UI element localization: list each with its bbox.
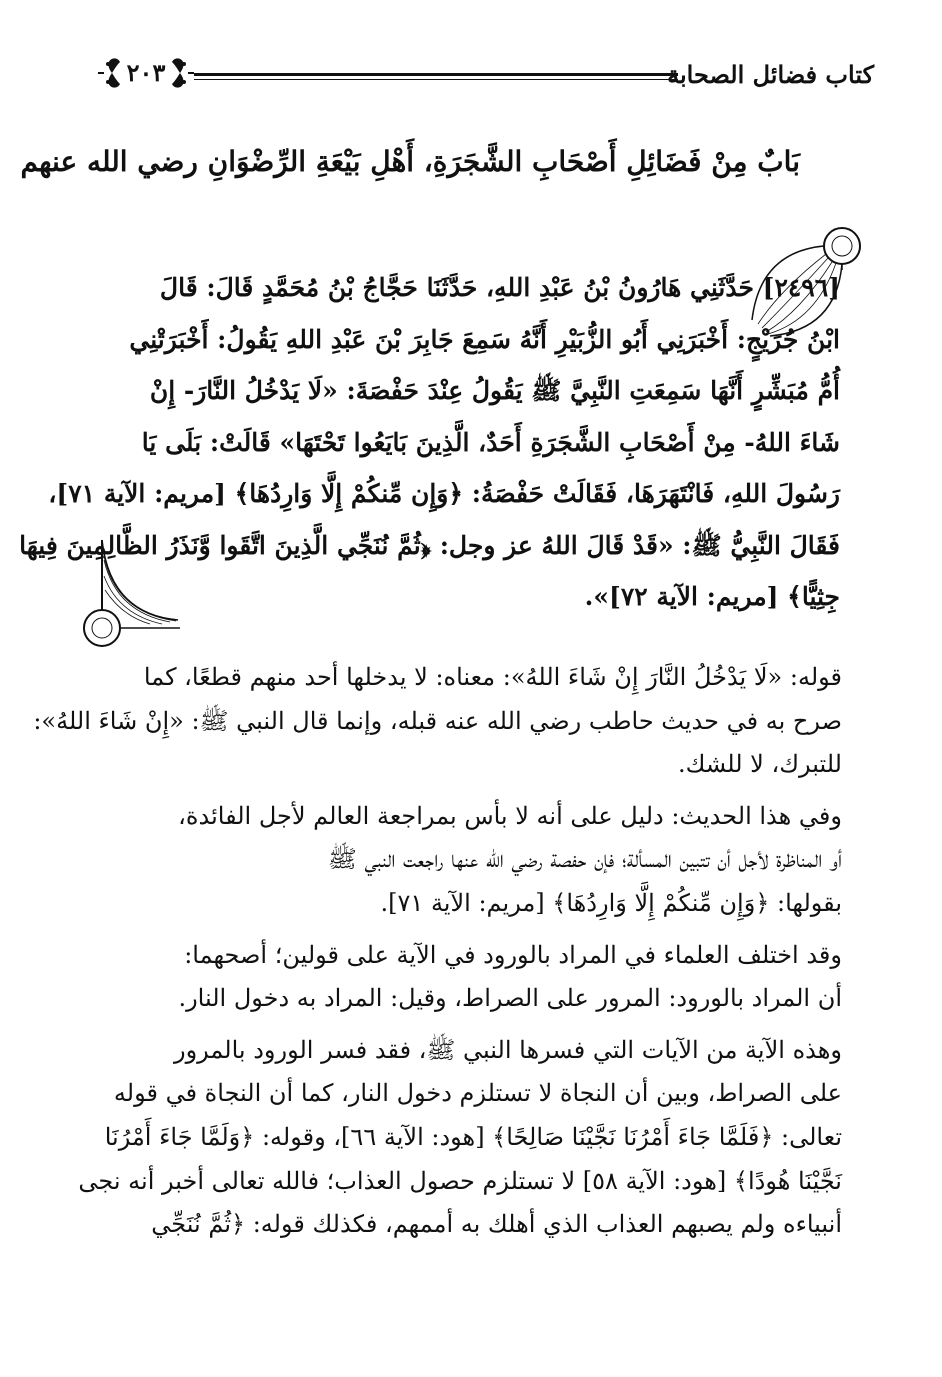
- commentary-line: أنبياءه ولم يصبهم العذاب الذي أهلك به أممهم، فكذلك قوله: ﴿ثُمَّ نُنَجِّي: [151, 1210, 842, 1239]
- hadith-line: [٢٤٩٦] حَدَّثَنِي هَارُونُ بْنُ عَبْدِ اللهِ، حَدَّثَنَا حَجَّاجُ بْنُ مُحَمَّدٍ قَالَ: قَالَ: [159, 273, 840, 302]
- hadith-line: فَقَالَ النَّبِيُّ ﷺ: «قَدْ قَالَ اللهُ عز وجل: ﴿ثُمَّ نُنَجِّي الَّذِينَ اتَّقَوا وَّنَذَرُ الظَّالِمِينَ فِيهَا: [19, 530, 840, 560]
- commentary-line: أو المناظرة لأجل أن تتبين المسألة؛ فإن حفصة رضي الله عنها راجعت النبي ﷺ: [327, 845, 842, 874]
- paragraph-gap: [120, 926, 842, 934]
- paragraph-gap: [120, 787, 842, 795]
- commentary-line: بقولها: ﴿وَإِن مِّنكُمْ إِلَّا وَارِدُهَا﴾ [مريم: الآية ٧١].: [380, 888, 842, 917]
- hadith-line: ابْنُ جُرَيْجٍ: أَخْبَرَنِي أَبُو الزُّبَيْرِ أَنَّهُ سَمِعَ جَابِرَ بْنَ عَبْدِ اللهِ يَقُولُ: أَخْبَرَتْنِي: [129, 324, 840, 354]
- running-header: [92, 50, 874, 98]
- book-title: كتاب فضائل الصحابة: [667, 60, 874, 89]
- commentary-line: وفي هذا الحديث: دليل على أنه لا بأس بمراجعة العالم لأجل الفائدة،: [178, 801, 842, 830]
- hadith-line: رَسُولَ اللهِ، فَانْتَهَرَهَا، فَقَالَتْ حَفْصَةُ: ﴿وَإِن مِّنكُمْ إِلَّا وَارِدُهَا﴾ [مريم: الآية ٧١]،: [48, 479, 840, 508]
- commentary-line: للتبرك، لا للشك.: [678, 750, 842, 779]
- hadith-line: جِثِيًّا﴾ [مريم: الآية ٧٢]».: [584, 582, 840, 611]
- chapter-heading: بَابٌ مِنْ فَضَائِلِ أَصْحَابِ الشَّجَرَةِ، أَهْلِ بَيْعَةِ الرِّضْوَانِ رضي الله عنهم: [20, 145, 800, 178]
- page-number: ٢٠٣: [126, 58, 166, 87]
- commentary-line: تعالى: ﴿فَلَمَّا جَاءَ أَمْرُنَا نَجَّيْنَا صَالِحًا﴾ [هود: الآية ٦٦]، وقوله: ﴿وَلَمَّا جَاءَ أَمْرُنَا: [104, 1122, 842, 1151]
- commentary-line: قوله: «لَا يَدْخُلُ النَّارَ إِنْ شَاءَ اللهُ»: معناه: لا يدخلها أحد منهم قطعًا، كما: [143, 663, 842, 691]
- hadith-line: شَاءَ اللهُ- مِنْ أَصْحَابِ الشَّجَرَةِ أَحَدٌ، الَّذِينَ بَايَعُوا تَحْتَهَا» قَالَتْ: بَلَى يَا: [141, 427, 840, 457]
- hadith-text: [19, 262, 840, 623]
- paragraph-gap: [120, 1021, 842, 1029]
- commentary-line: أن المراد بالورود: المرور على الصراط، وقيل: المراد به دخول النار.: [178, 984, 842, 1013]
- commentary-text: [33, 656, 842, 1247]
- commentary-line: وهذه الآية من الآيات التي فسرها النبي ﷺ، فقد فسر الورود بالمرور: [173, 1035, 842, 1064]
- commentary-line: نَجَّيْنَا هُودًا﴾ [هود: الآية ٥٨] لا تستلزم حصول العذاب؛ فالله تعالى أخبر أنه نجى: [78, 1166, 842, 1195]
- header-rule-thin: [194, 79, 678, 80]
- header-rule: [194, 73, 678, 76]
- commentary-line: وقد اختلف العلماء في المراد بالورود في الآية على قولين؛ أصحهما:: [184, 940, 842, 969]
- commentary-line: صرح به في حديث حاطب رضي الله عنه قبله، وإنما قال النبي ﷺ: «إِنْ شَاءَ اللهُ»:: [33, 706, 842, 735]
- hadith-line: أُمُّ مُبَشِّرٍ أَنَّهَا سَمِعَتِ النَّبِيَّ ﷺ يَقُولُ عِنْدَ حَفْصَةَ: «لَا يَدْخُلُ النَّارَ- إِنْ: [149, 376, 840, 405]
- commentary-line: على الصراط، وبين أن النجاة لا تستلزم دخول النار، كما أن النجاة في قوله: [113, 1079, 842, 1108]
